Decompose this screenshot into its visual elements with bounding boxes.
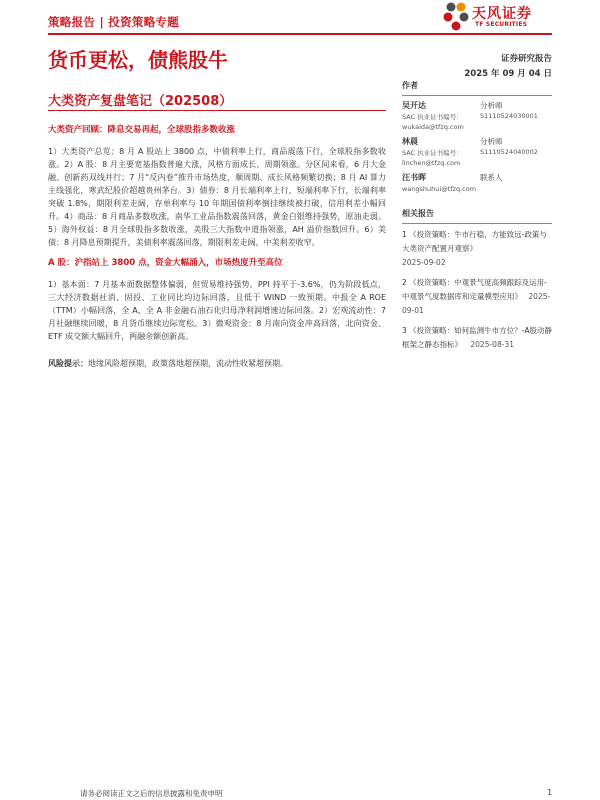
page-title: 货币更松，债熊股牛 <box>48 48 228 72</box>
section2-paragraph: 1）基本面：7 月基本面数据整体偏弱，但贸易维持强势。PPI 持平于-3.6%，仍为阶段低点，三大经济数据社消、固投、工业同比均边际回落，且低于 WIND 一致预期。中报全 A ROE（TTM）小幅回落，全 A、全 A 非金融石油石化归母净利润增速边际回落。2）宏观流动性：7 月社融继续回暖，8 月货币继续边际宽松。3）微观资金：8 月南向资金冲高回落，北向资金、ETF 成交额大幅回升，两融余额创新高。 <box>48 280 386 341</box>
company-logo <box>442 0 562 32</box>
section2-heading: A 股：沪指站上 3800 点，资金大幅涌入，市场热度升至高位 <box>48 258 283 268</box>
page-number: 1 <box>547 788 552 797</box>
risk-disclaimer <box>48 357 386 370</box>
sac-number: S1110524040002 <box>480 148 538 156</box>
analyst-email[interactable]: wukaida@tfzq.com <box>402 123 464 131</box>
related-report-title[interactable]: 1 《投资策略：牛市行稳，方能致远-政策与大类资产配置月观察》 <box>402 230 547 253</box>
related-report-item[interactable] <box>402 324 552 352</box>
analyst-card <box>402 136 552 168</box>
analyst-role: 分析师 <box>480 137 503 146</box>
related-divider <box>402 223 552 224</box>
analyst-card <box>402 100 552 132</box>
sidebar <box>402 80 552 352</box>
authors-divider <box>402 95 552 96</box>
analyst-email[interactable]: wangshuhui@tfzq.com <box>402 185 477 193</box>
analyst-card <box>402 172 552 194</box>
main-content <box>48 124 386 370</box>
risk-label: 风险提示： <box>48 359 88 368</box>
analyst-role: 分析师 <box>480 101 503 110</box>
related-reports-heading: 相关报告 <box>402 209 434 218</box>
report-category: 策略报告 | 投资策略专题 <box>48 15 180 29</box>
related-report-date: 2025-09-02 <box>402 258 446 267</box>
related-report-date: 2025-08-31 <box>470 340 514 349</box>
authors-heading: 作者 <box>402 81 418 90</box>
related-report-item[interactable] <box>402 276 552 318</box>
subtitle-divider <box>48 110 386 111</box>
section1-heading: 大类资产回顾：降息交易再起，全球股指多数收涨 <box>48 125 236 135</box>
logo-text-cn: 天风证券 <box>472 6 532 22</box>
risk-text: 地缘风险超预期，政策落地超预期，流动性收紧超预期。 <box>88 359 288 368</box>
logo-text-en: TF SECURITIES <box>475 21 528 28</box>
related-report-title[interactable]: 3 《投资策略：如何监测牛市方位？-A股动静框架之静态指标》 <box>402 326 552 349</box>
sac-label: SAC 执业证书编号： <box>402 113 463 121</box>
analyst-name: 汪书晖 <box>402 173 426 182</box>
related-report-item[interactable] <box>402 228 552 270</box>
sac-number: S1110524030001 <box>480 112 538 120</box>
analyst-name: 林晨 <box>402 137 418 146</box>
analyst-role: 联系人 <box>480 173 503 182</box>
related-report-date: 2025-09-01 <box>402 292 551 315</box>
analyst-name: 吴开达 <box>402 101 426 110</box>
footer-disclaimer: 请务必阅读正文之后的信息披露和免责申明 <box>80 789 223 798</box>
section1-paragraph: 1）大类资产总览：8 月 A 股站上 3800 点，中债利率上行，商品震荡下行，全球股指多数收涨。2）A 股：8 月主要宽基指数普遍大涨，风格方面成长、周期领涨。分区间来看，6 月大金融、创新药双线并行；7 月“反内卷”推升市场热度，顺周期、成长风格频繁切换；8 月 AI 算力主线强化，寒武纪股价超越贵州茅台。3）债券：8 月长端利率上行，短端利率下行，长端利率突破 1.8%，期限利差走阔，存单利率与 10 年期国债利率倒挂继续被打破，信用利差小幅回升。4）商品：8 月商品多数收涨，南华工业品指数震荡回落，黄金白银维持强势，原油走弱。5）海外权益：8 月全球股指多数收涨，美股三大指数中道指领涨，AH 溢价指数回升。6）美债：8 月降息预期提升，美债利率震荡回落，期限利差走阔，中美利差收窄。 <box>48 147 386 247</box>
logo-mark-icon <box>442 0 470 32</box>
related-report-title[interactable]: 2 《投资策略：中观景气度高频跟踪及运用-中观景气度数据库和定量模型应用》 <box>402 278 547 301</box>
sac-label: SAC 执业证书编号： <box>402 149 463 157</box>
page-subtitle: 大类资产复盘笔记（202508） <box>48 94 233 109</box>
report-type: 证券研究报告 <box>500 54 552 64</box>
report-date: 2025 年 09 月 04 日 <box>464 69 552 79</box>
analyst-email[interactable]: linchen@tfzq.com <box>402 159 461 167</box>
header-divider <box>48 33 552 35</box>
